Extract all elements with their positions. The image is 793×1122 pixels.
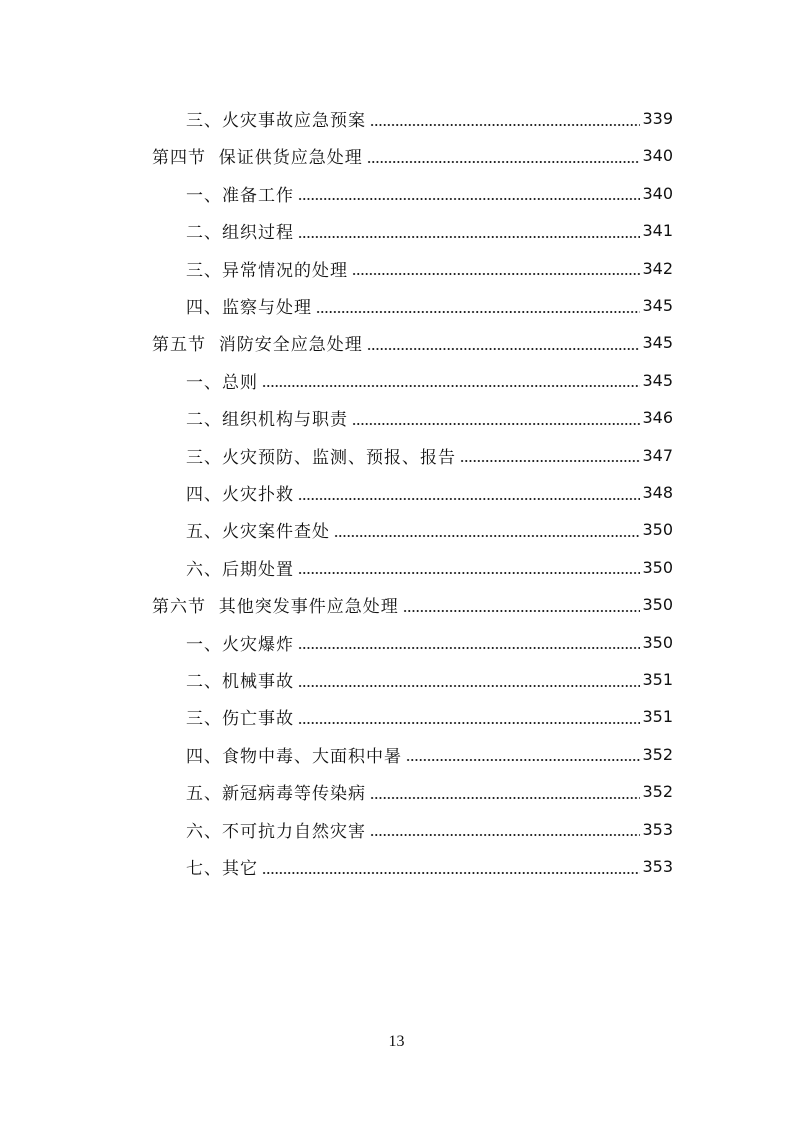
toc-entry-title: 第五节 消防安全应急处理 [152, 335, 363, 356]
toc-entry-title: 四、监察与处理 [186, 298, 312, 318]
toc-entry-title: 三、伤亡事故 [186, 709, 294, 730]
toc-entry-title: 五、火灾案件查处 [186, 522, 330, 543]
toc-entry-title: 四、食物中毒、大面积中暑 [186, 746, 402, 767]
toc-entry-page: 339 [642, 109, 673, 128]
toc-entry-page: 341 [642, 221, 673, 241]
page-number: 13 [388, 1033, 405, 1050]
toc-entry-title: 四、火灾扑救 [186, 485, 294, 505]
toc-entry-page: 352 [642, 782, 673, 802]
toc-dot-leader [352, 273, 640, 275]
toc-entry-title: 一、总则 [186, 372, 258, 393]
toc-entry[interactable] [186, 175, 673, 212]
toc-entry[interactable] [186, 212, 673, 249]
toc-entry-page: 345 [642, 370, 673, 390]
toc-entry-page: 347 [642, 445, 673, 465]
toc-entry[interactable] [186, 549, 673, 586]
toc-dot-leader [367, 348, 641, 350]
toc-dot-leader [298, 685, 640, 687]
toc-entry[interactable] [186, 698, 673, 735]
toc-dot-leader [298, 647, 640, 649]
toc-section-entry[interactable] [152, 586, 673, 623]
toc-entry-title: 六、后期处置 [186, 559, 294, 580]
toc-entry[interactable] [186, 811, 673, 848]
toc-entry-page: 350 [642, 595, 673, 615]
toc-entry-title: 二、组织机构与职责 [186, 410, 348, 431]
toc-entry-title: 二、机械事故 [186, 672, 294, 692]
toc-dot-leader [352, 423, 640, 425]
toc-entry-page: 345 [642, 333, 673, 353]
toc-entry[interactable] [186, 773, 673, 810]
toc-entry[interactable] [186, 661, 673, 698]
toc-dot-leader [460, 460, 640, 462]
toc-dot-leader [316, 311, 640, 313]
toc-entry[interactable] [186, 624, 673, 661]
toc-entry[interactable] [186, 100, 673, 137]
toc-dot-leader [370, 834, 640, 836]
toc-entry-title: 第四节 保证供货应急处理 [152, 148, 363, 169]
toc-dot-leader [298, 498, 640, 500]
toc-entry-page: 350 [642, 557, 673, 577]
toc-entry-title: 三、异常情况的处理 [186, 260, 348, 281]
toc-dot-leader [367, 161, 641, 163]
toc-dot-leader [262, 385, 640, 387]
toc-entry-page: 340 [642, 183, 673, 203]
toc-section-entry[interactable] [152, 324, 673, 361]
toc-entry-title: 五、新冠病毒等传染病 [186, 784, 366, 805]
toc-entry-page: 345 [642, 296, 673, 315]
toc-dot-leader [262, 872, 640, 874]
toc-entry[interactable] [186, 250, 673, 287]
toc-entry-page: 340 [642, 146, 673, 166]
toc-dot-leader [298, 572, 640, 574]
toc-entry[interactable] [186, 736, 673, 773]
toc-entry[interactable] [186, 848, 673, 885]
toc-dot-leader [298, 236, 640, 238]
toc-entry-title: 一、火灾爆炸 [186, 634, 294, 655]
toc-entry[interactable] [186, 362, 673, 399]
toc-entry-title: 第六节 其他突发事件应急处理 [152, 597, 399, 618]
toc-dot-leader [403, 610, 641, 612]
toc-dot-leader [370, 124, 640, 126]
toc-dot-leader [406, 759, 640, 761]
toc-entry-title: 七、其它 [186, 859, 258, 879]
toc-entry-page: 352 [642, 744, 673, 764]
toc-entry-page: 348 [642, 483, 673, 502]
toc-entry[interactable] [186, 437, 673, 474]
toc-entry-page: 353 [642, 857, 673, 876]
toc-entry-page: 350 [642, 520, 673, 540]
toc-entry[interactable] [186, 287, 673, 324]
toc-dot-leader [334, 535, 640, 537]
toc-entry-page: 350 [642, 632, 673, 652]
toc-entry-title: 二、组织过程 [186, 223, 294, 244]
toc-entry[interactable] [186, 399, 673, 436]
toc-dot-leader [298, 722, 640, 724]
toc-dot-leader [298, 198, 640, 200]
toc-entry-page: 342 [642, 258, 673, 278]
toc-entry-page: 353 [642, 819, 673, 839]
toc-section-entry[interactable] [152, 137, 673, 174]
toc-entry-title: 三、火灾预防、监测、预报、报告 [186, 447, 456, 468]
toc-dot-leader [370, 797, 640, 799]
toc-entry-page: 351 [642, 707, 673, 727]
toc-entry-title: 三、火灾事故应急预案 [186, 111, 366, 131]
toc-entry-title: 六、不可抗力自然灾害 [186, 821, 366, 842]
toc-entry[interactable] [186, 511, 673, 548]
toc-entry-title: 一、准备工作 [186, 185, 294, 206]
toc-entry-page: 346 [642, 408, 673, 428]
toc-entry[interactable] [186, 474, 673, 511]
toc-entry-page: 351 [642, 670, 673, 689]
